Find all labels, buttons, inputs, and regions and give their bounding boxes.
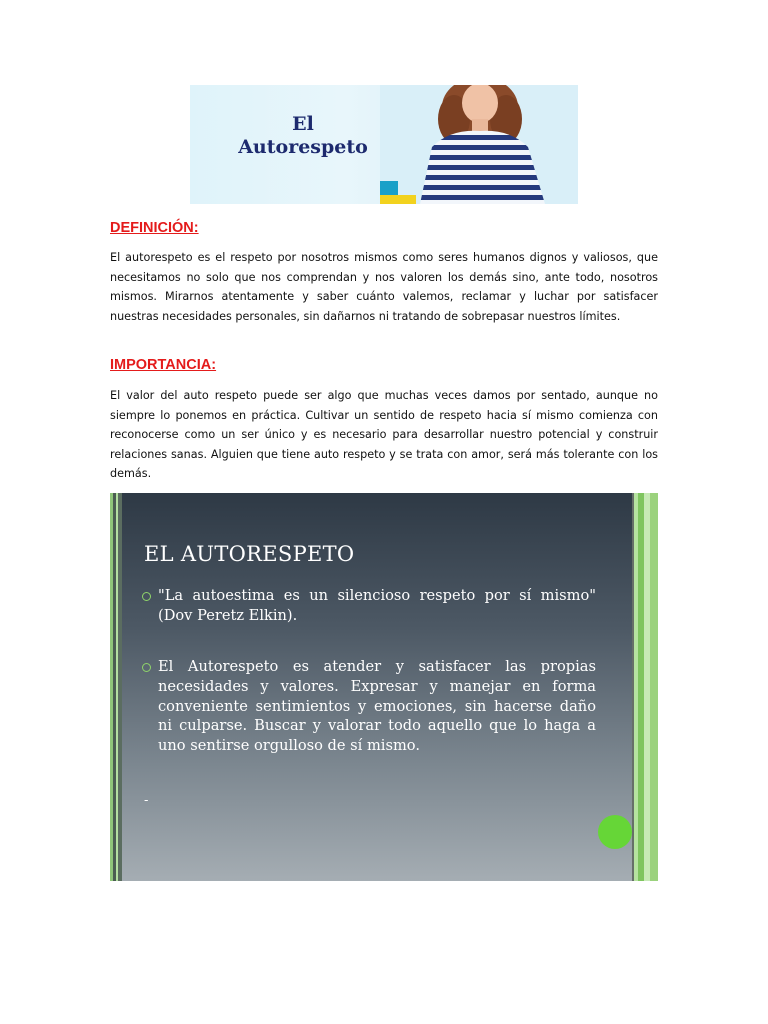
slide-bullet-2 xyxy=(142,657,596,756)
woman-photo-illustration xyxy=(380,85,578,204)
paragraph-definicion: El autorespeto es el respeto por nosotros mismos como seres humanos dignos y valiosos, que necesitamos no solo que nos comprendan y nos valoren los demás sino, ante todo, nosotros mismos. Mirarnos atentamente y saber cuánto valemos, reclamar y luchar por satisfacer nuestras necesidades personales, sin dañarnos ni tratando de sobrepasar nuestros límites. xyxy=(110,251,658,323)
slide-green-circle-decoration xyxy=(598,815,632,849)
slide-bullet-text: El Autorespeto es atender y satisfacer las propias necesidades y valores. Expresar y manejar en forma conveniente sentimientos y emociones, sin hacerse daño ni culparse. Buscar y valorar todo aquello que lo haga a uno sentirse orgulloso de sí mismo. xyxy=(158,658,596,755)
banner-title xyxy=(198,113,408,159)
banner-title-line1: El xyxy=(292,113,314,135)
slide-title: EL AUTORESPETO xyxy=(144,542,355,566)
slide-trailing-mark: - xyxy=(144,793,149,808)
bullet-circle-icon xyxy=(142,592,151,601)
heading-definicion: DEFINICIÓN: xyxy=(110,220,199,236)
slide-left-rail xyxy=(110,493,122,881)
header-banner-image xyxy=(190,85,578,204)
slide-bullet-1 xyxy=(142,586,596,626)
presentation-slide xyxy=(110,493,658,881)
bullet-circle-icon xyxy=(142,663,151,672)
heading-importancia: IMPORTANCIA: xyxy=(110,357,217,373)
banner-title-line2: Autorespeto xyxy=(238,136,368,158)
paragraph-importancia: El valor del auto respeto puede ser algo que muchas veces damos por sentado, aunque no siempre lo ponemos en práctica. Cultivar un sentido de respeto hacia sí mismo comienza con reconocerse como un ser único y es necesario para desarrollar nuestro potencial y construir relaciones sanas. Alguien que tiene auto respeto y se trata con amor, será más tolerante con los demás. xyxy=(110,389,658,481)
slide-right-rail xyxy=(632,493,658,881)
slide-bullet-text: "La autoestima es un silencioso respeto por sí mismo" (Dov Peretz Elkin). xyxy=(158,587,596,624)
